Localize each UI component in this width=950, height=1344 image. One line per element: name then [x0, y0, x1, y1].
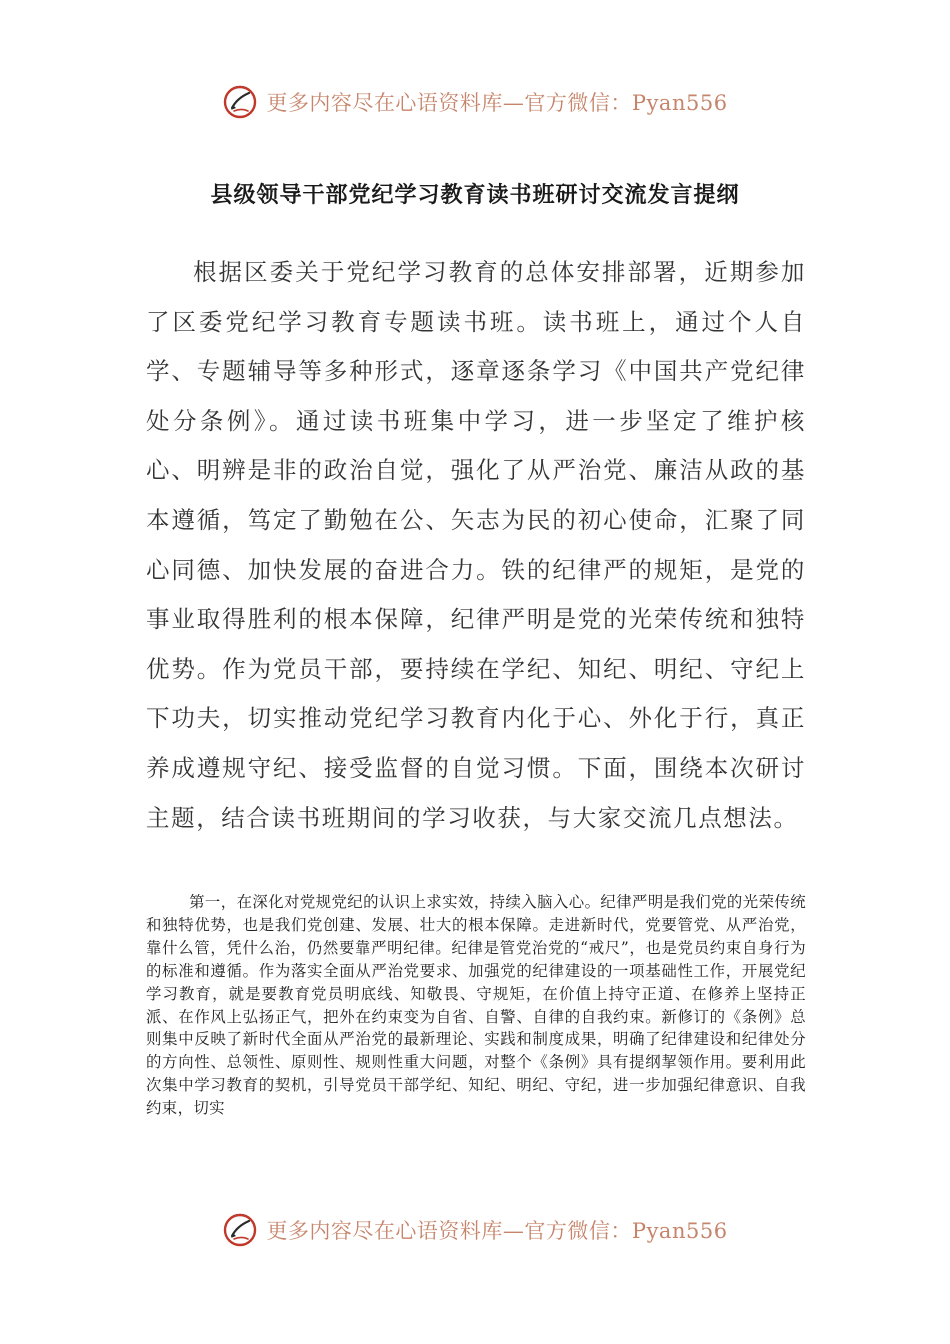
- pen-logo-icon: [222, 1212, 258, 1248]
- intro-paragraph: 根据区委关于党纪学习教育的总体安排部署，近期参加了区委党纪学习教育专题读书班。读书班上，通过个人自学、专题辅导等多种形式，逐章逐条学习《中国共产党纪律处分条例》。通过读书班集中学习，进一步坚定了维护核心、明辨是非的政治自觉，强化了从严治党、廉洁从政的基本遵循，笃定了勤勉在公、矢志为民的初心使命，汇聚了同心同德、加快发展的奋进合力。铁的纪律严的规矩，是党的事业取得胜利的根本保障，纪律严明是党的光荣传统和独特优势。作为党员干部，要持续在学纪、知纪、明纪、守纪上下功夫，切实推动党纪学习教育内化于心、外化于行，真正养成遵规守纪、接受监督的自觉习惯。下面，围绕本次研讨主题，结合读书班期间的学习收获，与大家交流几点想法。: [146, 258, 806, 832]
- footer-watermark-text: 更多内容尽在心语资料库—官方微信：Pyan556: [266, 1219, 728, 1243]
- section-one-paragraph: 第一，在深化对党规党纪的认识上求实效，持续入脑入心。纪律严明是我们党的光荣传统和独特优势，也是我们党创建、发展、壮大的根本保障。走进新时代，党要管党、从严治党，靠什么管，凭什么治，仍然要靠严明纪律。纪律是管党治党的“戒尺”，也是党员约束自身行为的标准和遵循。作为落实全面从严治党要求、加强党的纪律建设的一项基础性工作，开展党纪学习教育，就是要教育党员明底线、知敬畏、守规矩，在价值上持守正道、在修养上坚持正派、在作风上弘扬正气，把外在约束变为自省、自警、自律的自我约束。新修订的《条例》总则集中反映了新时代全面从严治党的最新理论、实践和制度成果，明确了纪律建设和纪律处分的方向性、总领性、原则性、规则性重大问题，对整个《条例》具有提纲挈领作用。要利用此次集中学习教育的契机，引导党员干部学纪、知纪、明纪、守纪，进一步加强纪律意识、自我约束，切实: [146, 893, 806, 1118]
- document-title: 县级领导干部党纪学习教育读书班研讨交流发言提纲: [210, 183, 740, 208]
- footer-watermark-banner: [0, 1208, 950, 1252]
- header-watermark-banner: [0, 80, 950, 124]
- pen-logo-icon: [222, 84, 258, 120]
- header-watermark-text: 更多内容尽在心语资料库—官方微信：Pyan556: [266, 91, 728, 115]
